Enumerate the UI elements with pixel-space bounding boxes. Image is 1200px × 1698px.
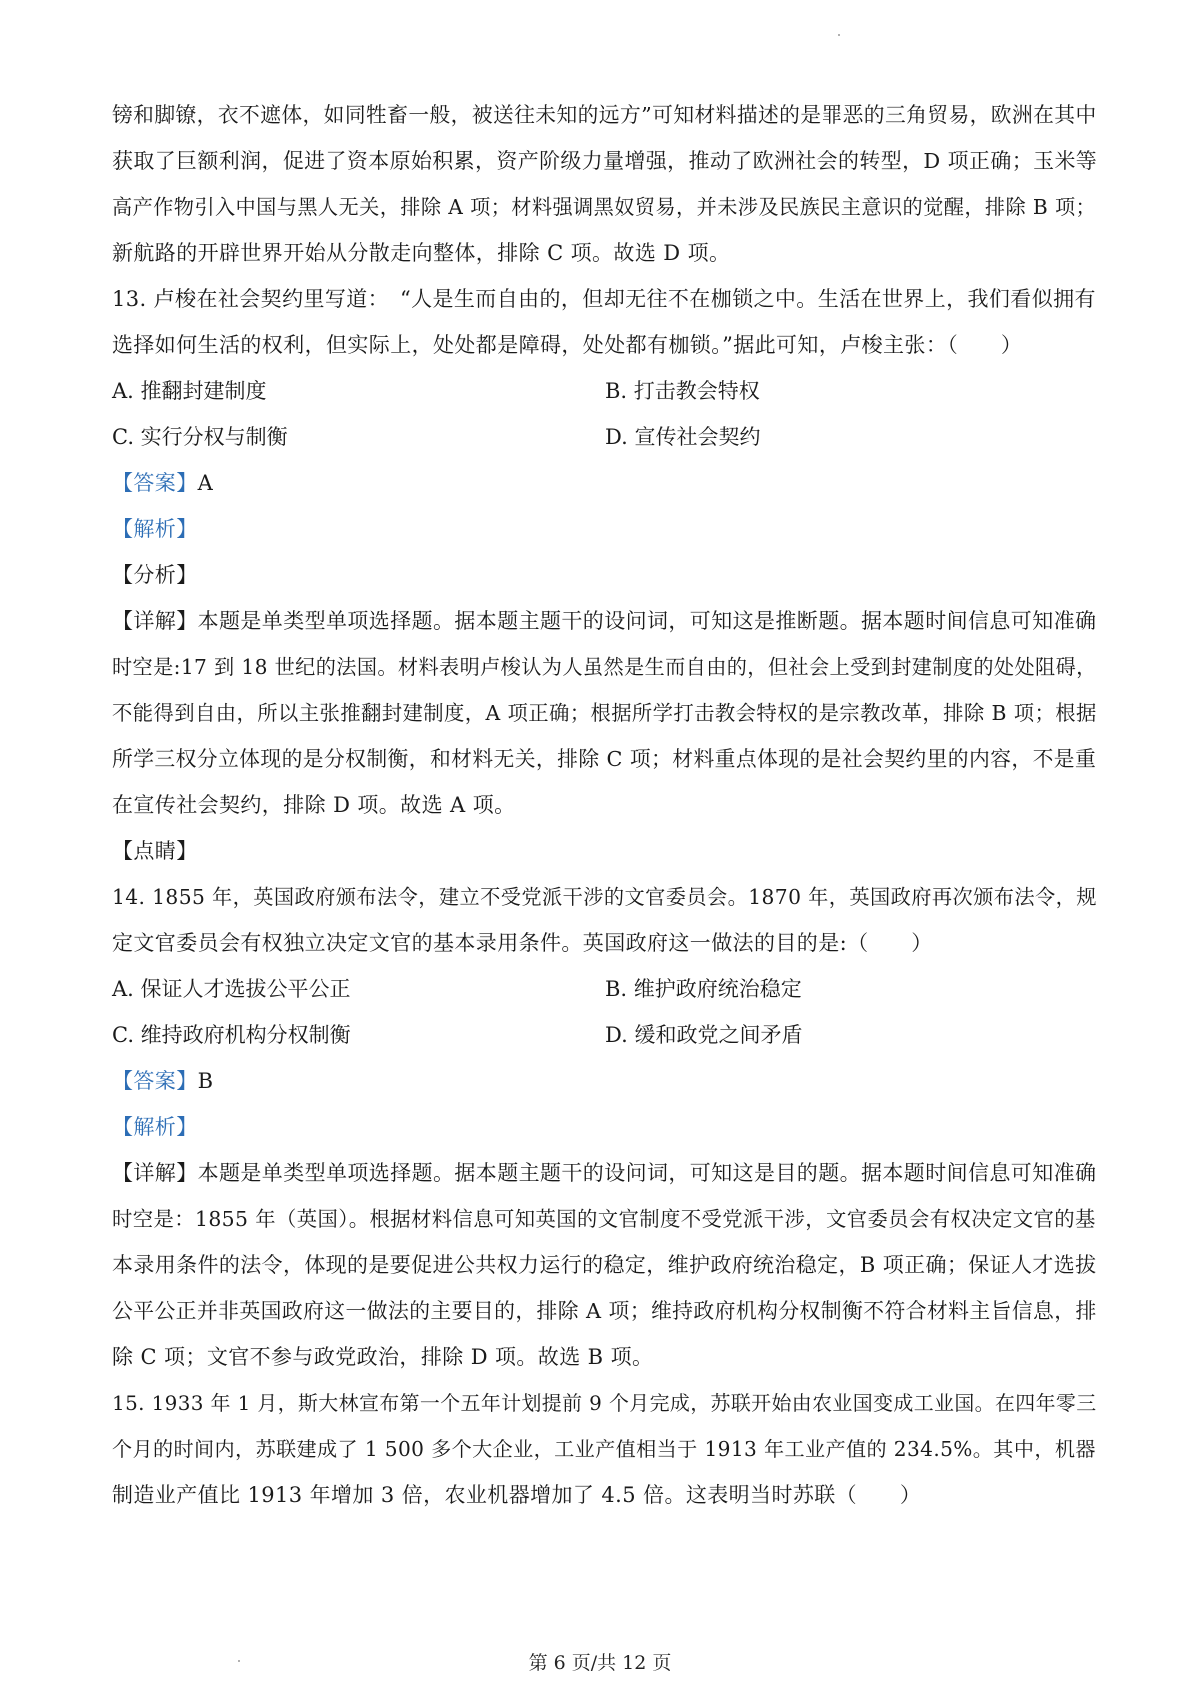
option-d: D. 缓和政党之间矛盾 (605, 1023, 803, 1047)
dianjing-line: 【点睛】 (112, 839, 198, 863)
question-15-stem-line: 个月的时间内，苏联建成了 1 500 多个大企业，工业产值相当于 1913 年工业产值的 234.5%。其中，机器 (112, 1437, 1096, 1461)
answer-line (112, 1058, 1097, 1104)
option-a: A. 保证人才选拔公平公正 (112, 977, 351, 1001)
answer-value: B (197, 1069, 214, 1093)
analysis-tag: 【解析】 (112, 1115, 198, 1139)
question-13-options-row-1 (112, 368, 1097, 414)
option-b: B. 打击教会特权 (605, 379, 760, 403)
page-footer: 第 6 页/共 12 页 (528, 1652, 672, 1674)
analysis-line (112, 1104, 1097, 1150)
answer-tag: 【答案】 (112, 1069, 198, 1093)
option-a: A. 推翻封建制度 (112, 379, 267, 403)
question-14-options-row-2 (112, 1012, 1097, 1058)
intro-line: 镑和脚镣，衣不遮体，如同牲畜一般，被送往未知的远方”可知材料描述的是罪恶的三角贸易，欧洲在其中 (112, 103, 1097, 127)
question-13-options-row-2 (112, 414, 1097, 460)
detail-line: 公平公正并非英国政府这一做法的主要目的，排除 A 项；维持政府机构分权制衡不符合材料主旨信息，排 (112, 1299, 1097, 1323)
intro-paragraph (112, 92, 1097, 276)
question-15 (112, 1380, 1097, 1518)
question-13-stem-line: 13. 卢梭在社会契约里写道： “人是生而自由的，但却无往不在枷锁之中。生活在世界上，我们看似拥有 (112, 287, 1096, 311)
question-15-stem-line: 15. 1933 年 1 月，斯大林宣布第一个五年计划提前 9 个月完成，苏联开始由农业国变成工业国。在四年零三 (112, 1391, 1097, 1415)
detail-text: 本题是单类型单项选择题。据本题主题干的设问词，可知这是目的题。据本题时间信息可知准确 (197, 1161, 1097, 1185)
option-d: D. 宣传社会契约 (605, 425, 761, 449)
detail-line: 所学三权分立体现的是分权制衡，和材料无关，排除 C 项；材料重点体现的是社会契约里的内容，不是重 (112, 747, 1097, 771)
detail-line: 除 C 项；文官不参与政党政治，排除 D 项。故选 B 项。 (112, 1345, 654, 1369)
detail-line: 不能得到自由，所以主张推翻封建制度，A 项正确；根据所学打击教会特权的是宗教改革，排除 B 项；根据 (112, 701, 1097, 725)
intro-line: 高产作物引入中国与黑人无关，排除 A 项；材料强调黑奴贸易，并未涉及民族民主意识的觉醒，排除 B 项； (112, 195, 1097, 219)
detail-line (112, 1150, 1097, 1196)
detail-line: 在宣传社会契约，排除 D 项。故选 A 项。 (112, 793, 516, 817)
fenxi-line: 【分析】 (112, 563, 198, 587)
question-14-stem-line: 14. 1855 年，英国政府颁布法令，建立不受党派干涉的文官委员会。1870 年，英国政府再次颁布法令，规 (112, 885, 1097, 909)
detail-line: 时空是:17 到 18 世纪的法国。材料表明卢梭认为人虽然是生而自由的，但社会上受到封建制度的处处阻碍， (112, 655, 1097, 679)
detail-tag: 【详解】 (112, 609, 198, 633)
detail-tag: 【详解】 (112, 1161, 198, 1185)
detail-line: 时空是：1855 年（英国）。根据材料信息可知英国的文官制度不受党派干涉，文官委员会有权决定文官的基 (112, 1207, 1096, 1231)
option-c: C. 维持政府机构分权制衡 (112, 1023, 351, 1047)
option-b: B. 维护政府统治稳定 (605, 977, 802, 1001)
analysis-line (112, 506, 1097, 552)
question-14-stem-line: 定文官委员会有权独立决定文官的基本录用条件。英国政府这一做法的目的是:（ ） (112, 931, 933, 955)
scan-speck (838, 34, 840, 36)
option-c: C. 实行分权与制衡 (112, 425, 288, 449)
intro-line: 新航路的开辟世界开始从分散走向整体，排除 C 项。故选 D 项。 (112, 241, 731, 265)
answer-tag: 【答案】 (112, 471, 198, 495)
detail-line (112, 598, 1097, 644)
intro-line: 获取了巨额利润，促进了资本原始积累，资产阶级力量增强，推动了欧洲社会的转型，D 项正确；玉米等 (112, 149, 1098, 173)
answer-value: A (197, 471, 214, 495)
analysis-tag: 【解析】 (112, 517, 198, 541)
question-15-stem-line: 制造业产值比 1913 年增加 3 倍，农业机器增加了 4.5 倍。这表明当时苏联（ ） (112, 1483, 922, 1507)
detail-line: 本录用条件的法令，体现的是要促进公共权力运行的稳定，维护政府统治稳定，B 项正确；保证人才选拔 (112, 1253, 1097, 1277)
question-13-stem-line: 选择如何生活的权利，但实际上，处处都是障碍，处处都有枷锁。”据此可知，卢梭主张：（ ） (112, 333, 1023, 357)
content-column (112, 92, 1097, 1518)
detail-text: 本题是单类型单项选择题。据本题主题干的设问词，可知这是推断题。据本题时间信息可知准确 (197, 609, 1097, 633)
question-14 (112, 874, 1097, 1380)
answer-line (112, 460, 1097, 506)
question-14-options-row-1 (112, 966, 1097, 1012)
question-13 (112, 276, 1097, 874)
